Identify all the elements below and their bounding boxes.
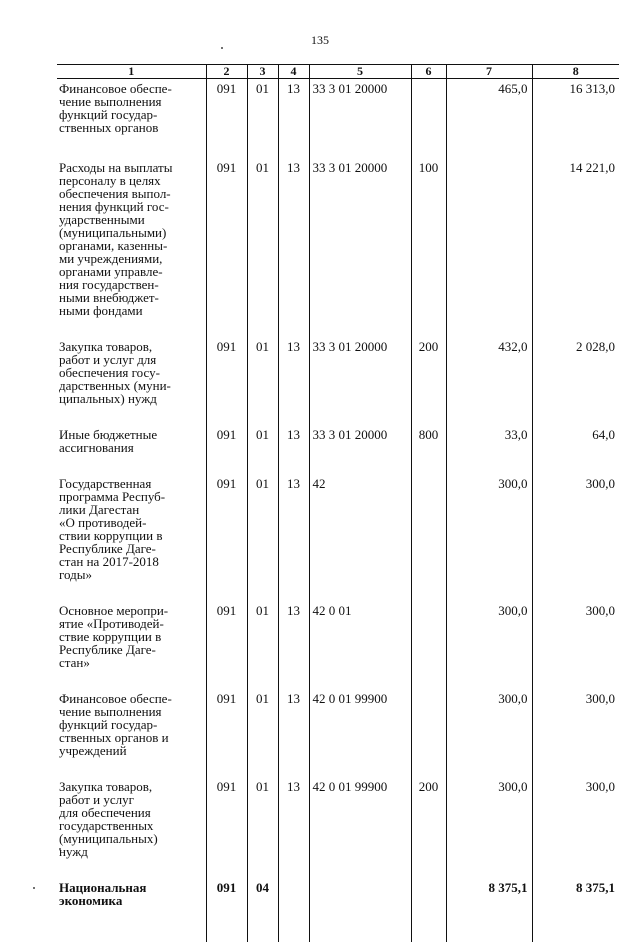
empty-cell	[206, 907, 247, 942]
amount-column-7: 300,0	[446, 601, 532, 689]
table-row	[57, 689, 619, 777]
column-header: 1	[57, 65, 206, 79]
table-row	[57, 337, 619, 425]
subsection-code: 13	[278, 158, 309, 337]
amount-column-7: 300,0	[446, 689, 532, 777]
amount-column-8: 300,0	[532, 474, 619, 601]
subsection-code: 13	[278, 425, 309, 474]
amount-column-7: 432,0	[446, 337, 532, 425]
expense-type-code: 200	[411, 337, 446, 425]
scan-speck	[33, 887, 35, 889]
expense-type-code	[411, 601, 446, 689]
target-article-code: 33 3 01 20000	[309, 425, 411, 474]
ministry-code: 091	[206, 689, 247, 777]
table-row	[57, 79, 619, 159]
expense-type-code	[411, 878, 446, 907]
target-article-code: 42 0 01 99900	[309, 689, 411, 777]
amount-column-8: 14 221,0	[532, 158, 619, 337]
ministry-code: 091	[206, 878, 247, 907]
section-code: 01	[247, 337, 278, 425]
row-description: Государственная программа Респуб- лики Дагестан «О противодей- ствии коррупции в Республике Даге- стан на 2017-2018 годы»	[57, 474, 206, 601]
target-article-code: 33 3 01 20000	[309, 337, 411, 425]
column-header: 2	[206, 65, 247, 79]
amount-column-8: 2 028,0	[532, 337, 619, 425]
subsection-code	[278, 878, 309, 907]
page-number: 135	[0, 33, 640, 48]
expense-type-code: 100	[411, 158, 446, 337]
column-header: 8	[532, 65, 619, 79]
expense-type-code	[411, 474, 446, 601]
expense-type-code	[411, 79, 446, 159]
subsection-code: 13	[278, 601, 309, 689]
amount-column-8: 16 313,0	[532, 79, 619, 159]
column-header: 4	[278, 65, 309, 79]
ministry-code: 091	[206, 777, 247, 878]
ministry-code: 091	[206, 158, 247, 337]
table-row	[57, 777, 619, 878]
row-description: Закупка товаров, работ и услуг для обеспечения государственных (муниципальных) нужд	[57, 777, 206, 878]
empty-cell	[247, 907, 278, 942]
table-row	[57, 474, 619, 601]
table-body	[57, 79, 619, 942]
section-code: 01	[247, 158, 278, 337]
expense-type-code: 200	[411, 777, 446, 878]
empty-cell	[309, 907, 411, 942]
column-number-row	[57, 65, 619, 79]
ministry-code: 091	[206, 79, 247, 159]
empty-cell	[411, 907, 446, 942]
amount-column-8: 8 375,1	[532, 878, 619, 907]
row-description: Закупка товаров, работ и услуг для обеспечения госу- дарственных (муни- ципальных) нужд	[57, 337, 206, 425]
table-row	[57, 158, 619, 337]
column-header: 6	[411, 65, 446, 79]
expense-type-code	[411, 689, 446, 777]
target-article-code: 33 3 01 20000	[309, 79, 411, 159]
amount-column-8: 300,0	[532, 601, 619, 689]
amount-column-7: 465,0	[446, 79, 532, 159]
ministry-code: 091	[206, 601, 247, 689]
table-row	[57, 425, 619, 474]
amount-column-8: 64,0	[532, 425, 619, 474]
table-row	[57, 601, 619, 689]
row-description: Национальная экономика	[57, 878, 206, 907]
amount-column-8: 300,0	[532, 777, 619, 878]
empty-cell	[446, 907, 532, 942]
row-description: Финансовое обеспе- чение выполнения функций государ- ственных органов	[57, 79, 206, 159]
scan-speck	[221, 47, 223, 49]
amount-column-7: 8 375,1	[446, 878, 532, 907]
subsection-code: 13	[278, 474, 309, 601]
section-code: 01	[247, 79, 278, 159]
target-article-code: 42 0 01 99900	[309, 777, 411, 878]
amount-column-7: 300,0	[446, 474, 532, 601]
row-description: Расходы на выплаты персоналу в целях обеспечения выпол- нения функций гос- ударственными (муниципальными) органами, казенны- ми учреждениями, органами управле- ния государствен- ными внебюджет- ными фондами	[57, 158, 206, 337]
row-description: Иные бюджетные ассигнования	[57, 425, 206, 474]
amount-column-7	[446, 158, 532, 337]
table-row	[57, 878, 619, 907]
row-description: Основное меропри- ятие «Противодей- ствие коррупции в Республике Даге- стан»	[57, 601, 206, 689]
empty-cell	[57, 907, 206, 942]
amount-column-7: 33,0	[446, 425, 532, 474]
amount-column-8: 300,0	[532, 689, 619, 777]
row-description: Финансовое обеспе- чение выполнения функций государ- ственных органов и учреждений	[57, 689, 206, 777]
budget-table-container	[57, 64, 619, 850]
column-header: 5	[309, 65, 411, 79]
target-article-code: 33 3 01 20000	[309, 158, 411, 337]
empty-cell	[278, 907, 309, 942]
amount-column-7: 300,0	[446, 777, 532, 878]
column-header: 3	[247, 65, 278, 79]
subsection-code: 13	[278, 689, 309, 777]
subsection-code: 13	[278, 79, 309, 159]
expense-type-code: 800	[411, 425, 446, 474]
section-code: 01	[247, 425, 278, 474]
section-code: 01	[247, 689, 278, 777]
section-code: 01	[247, 601, 278, 689]
target-article-code: 42 0 01	[309, 601, 411, 689]
section-code: 04	[247, 878, 278, 907]
section-code: 01	[247, 474, 278, 601]
budget-table	[57, 64, 619, 942]
empty-cell	[532, 907, 619, 942]
ministry-code: 091	[206, 474, 247, 601]
table-filler-row	[57, 907, 619, 942]
target-article-code: 42	[309, 474, 411, 601]
ministry-code: 091	[206, 425, 247, 474]
subsection-code: 13	[278, 777, 309, 878]
subsection-code: 13	[278, 337, 309, 425]
ministry-code: 091	[206, 337, 247, 425]
column-header: 7	[446, 65, 532, 79]
target-article-code	[309, 878, 411, 907]
section-code: 01	[247, 777, 278, 878]
